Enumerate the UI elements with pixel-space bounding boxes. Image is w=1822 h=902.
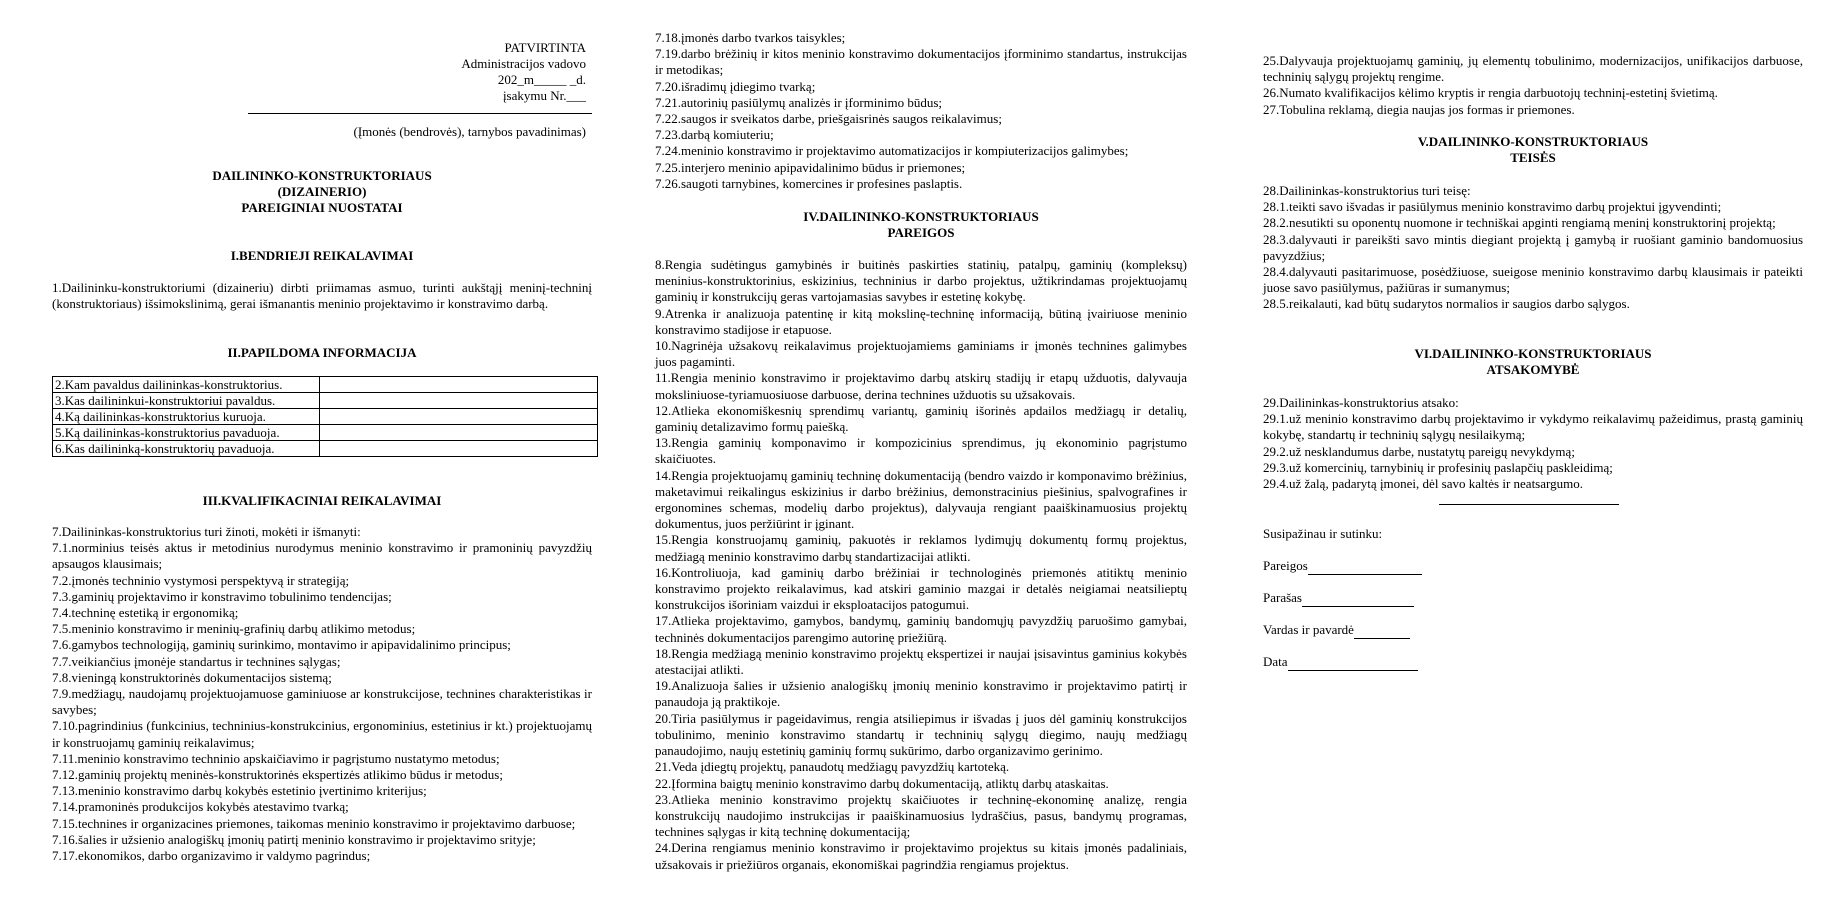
- list-item: 12.Atlieka ekonomiškesnių sprendimų variantų, gaminių išorinės apdailos medžiagų ir detalių, gaminių detalizavimo formų paiešką.: [655, 402, 1187, 435]
- section-5-title: [1263, 134, 1803, 166]
- list-item: 16.Kontroliuoja, kad gaminių darbo brėžiniai ir technologinės priemonės atitiktų meninio konstravimo projekto reikalavimus, kad atskiri gaminio mazgai ir detalės neigiamai neatsilieptų konstrukcijos išoriniam vaizdui ir eksploatacijos patogumui.: [655, 564, 1187, 613]
- list-item: 23.Atlieka meninio konstravimo projektų skaičiuotes ir techninę-ekonominę analizę, rengia konstrukcijų naudojimo instrukcijas ir paaiškinamuosius lydraščius, pasus, bandymų programas, technines sąlygas ir kitą techninę dokumentaciją;: [655, 791, 1187, 840]
- list-item: 7.6.gamybos technologiją, gaminių surinkimo, montavimo ir apipavidalinimo principus;: [52, 637, 511, 653]
- section-title-line: V.DAILININKO-KONSTRUKTORIAUS: [1417, 134, 1649, 149]
- date-blank: [1288, 654, 1418, 671]
- list-item: 7.3.gaminių projektavimo ir konstravimo tobulinimo tendencijas;: [52, 588, 392, 604]
- list-item: 7.5.meninio konstravimo ir meninių-grafinių darbų atlikimo metodus;: [52, 621, 416, 637]
- section-4-list: [655, 257, 1187, 873]
- table-row: [53, 393, 598, 409]
- list-item: 7.13.meninio konstravimo darbų kokybės estetinio įvertinimo kriterijus;: [52, 783, 427, 799]
- list-item: 28.5.reikalauti, kad būtų sudarytos normalios ir saugios darbo sąlygos.: [1263, 296, 1630, 312]
- list-item: 28.1.teikti savo išvadas ir pasiūlymus meninio konstravimo darbų projektui įgyvendinti;: [1263, 199, 1722, 215]
- list-item: 7.4.techninę estetiką ir ergonomiką;: [52, 605, 239, 621]
- list-item: 22.Įformina baigtų meninio konstravimo darbų dokumentaciją, atliktų darbų ataskaitas.: [655, 775, 1109, 791]
- section-title-line: ATSAKOMYBĖ: [1486, 362, 1580, 378]
- section-title-line: PAREIGOS: [887, 225, 955, 241]
- list-item: 7.19.darbo brėžinių ir kitos meninio konstravimo dokumentacijos įforminimo standartus, instrukcijas ir metodikas;: [655, 46, 1187, 78]
- approval-line: įsakymu Nr.___: [502, 88, 586, 103]
- org-name-label: (Įmonės (bendrovės), tarnybos pavadinimas): [353, 124, 586, 139]
- list-item: 7.24.meninio konstravimo ir projektavimo automatizacijos ir kompiuterizacijos galimybes;: [655, 143, 1129, 159]
- section-4-title: [655, 209, 1187, 241]
- table-cell-empty: [320, 425, 598, 441]
- table-cell: 6.Kas dailininką-konstruktorių pavaduoja.: [53, 441, 320, 457]
- list-item: 7.Dailininkas-konstruktorius turi žinoti, mokėti ir išmanyti:: [52, 524, 361, 539]
- table-cell: 5.Ką dailininkas-konstruktorius pavaduoja.: [53, 425, 320, 441]
- list-item: 28.Dailininkas-konstruktorius turi teisę:: [1263, 183, 1471, 198]
- title-line: (DIZAINERIO): [277, 184, 367, 200]
- list-item: 7.2.įmonės techninio vystymosi perspektyvą ir strategiją;: [52, 572, 350, 588]
- list-item: 28.2.nesutikti su oponentų nuomone ir techniškai apginti rengiamą meninį konstruktorinį projektą;: [1263, 215, 1776, 231]
- list-item: 28.3.dalyvauti ir pareikšti savo mintis diegiant projektą į gamybą ir ruošiant gaminio bandomuosius pavyzdžius;: [1263, 231, 1803, 263]
- list-item: 29.3.už komercinių, tarnybinių ir profesinių paslapčių paskleidimą;: [1263, 459, 1613, 475]
- table-row: [53, 377, 598, 393]
- section-6-title: [1263, 346, 1803, 378]
- list-item: 7.12.gaminių projektų meninės-konstruktorinės ekspertizės atlikimo būdus ir metodus;: [52, 767, 503, 783]
- list-item: 13.Rengia gaminių komponavimo ir kompozicinius sprendimus, jų ekonominio pagrįstumo skaičiuotes.: [655, 435, 1187, 467]
- list-item: 11.Rengia meninio konstravimo ir projektavimo darbų atskirų stadijų ir etapų užduotis, dalyvauja moksliniuose-tyriamuosiuose darbuose, derina technines užduotis su užsakovais.: [655, 370, 1187, 402]
- list-item: 7.10.pagrindinius (funkcinius, techninius-konstrukcinius, ergonominius, estetinius ir kt.) projektuojamų ir konstruojamų gaminių reikalavimus;: [52, 718, 592, 750]
- list-item: 29.1.už meninio konstravimo darbų projektavimo ir vykdymo reikalavimų pažeidimus, prastą gaminių kokybę, standartų ir techninių sąlygų nesilaikymą;: [1263, 411, 1803, 443]
- list-item: 7.18.įmonės darbo tvarkos taisykles;: [655, 30, 846, 45]
- org-name-line: [248, 113, 592, 114]
- section-1-text: 1.Dailininku-konstruktoriumi (dizaineriu) dirbti priimamas asmuo, turinti aukštąjį meninį-techninį (konstruktoriaus) išsimokslinimą, gerai išmanantis meninio projektavimo ir konstravimo darbą.: [52, 280, 592, 312]
- list-item: 17.Atlieka projektavimo, gamybos, bandymų, gaminių bandomųjų pavyzdžių paruošimo gamybai, techninės dokumentacijos parengimo autorinę priežiūrą.: [655, 613, 1187, 645]
- section-3-title: III.KVALIFIKACINIAI REIKALAVIMAI: [202, 493, 442, 508]
- list-item: 26.Numato kvalifikacijos kėlimo kryptis ir rengia darbuotojų techninį-estetinį švietimą.: [1263, 85, 1718, 101]
- list-item: 18.Rengia medžiagą meninio konstravimo projektų ekspertizei ir naujai įsisavintus gaminius kokybės atestacijai atlikti.: [655, 645, 1187, 678]
- list-item: 15.Rengia konstruojamų gaminių, pakuotės ir reklamos lydimųjų dokumentų formų projektus, medžiagą meninio konstravimo darbų standartizacijai atlikti.: [655, 532, 1187, 564]
- list-item: 7.25.interjero meninio apipavidalinimo būdus ir priemones;: [655, 159, 966, 175]
- list-item: 7.7.veikiančius įmonėje standartus ir technines sąlygas;: [52, 653, 341, 669]
- table-cell-empty: [320, 377, 598, 393]
- separator-line: [1439, 504, 1619, 505]
- section-title-line: VI.DAILININKO-KONSTRUKTORIAUS: [1414, 346, 1652, 361]
- list-item: 7.15.technines ir organizacines priemones, taikomas meninio konstravimo ir projektavimo darbuose;: [52, 815, 576, 831]
- list-item: 7.20.išradimų įdiegimo tvarką;: [655, 78, 816, 94]
- signature-label: Parašas: [1263, 590, 1302, 605]
- info-table-wrapper: [52, 376, 592, 457]
- table-cell: 3.Kas dailininkui-konstruktoriui pavaldus.: [53, 393, 320, 409]
- table-row: [53, 409, 598, 425]
- section-2-title: II.PAPILDOMA INFORMACIJA: [227, 345, 417, 360]
- list-item: 14.Rengia projektuojamų gaminių techninę dokumentaciją (bendro vaizdo ir komponavimo brėžinius, maketavimui reikalingus eskizinius ir darbo brėžinius, demonstracinius piešinius, spalvografines ir ergonomines schemas, modelių darbo projektus), dalyvauja rengiant paaiškinamuosius projektų dokumentus, juos peržiūrint ir įginant.: [655, 467, 1187, 532]
- table-row: [53, 441, 598, 457]
- column-3: [1263, 0, 1803, 902]
- list-item: 9.Atrenka ir analizuoja patentinę ir kitą mokslinę-techninę informaciją, būtiną įvairiuose meninio konstravimo stadijose ir etapuose.: [655, 305, 1187, 337]
- list-item: 7.9.medžiagų, naudojamų projektuojamuose gaminiuose ar konstrukcijose, technines charakteristikas ir savybes;: [52, 686, 592, 718]
- table-cell: 4.Ką dailininkas-konstruktorius kuruoja.: [53, 409, 320, 425]
- name-blank: [1354, 622, 1410, 639]
- agree-label: Susipažinau ir sutinku:: [1263, 526, 1383, 541]
- section-3-list: [52, 524, 592, 864]
- list-item: 29.Dailininkas-konstruktorius atsako:: [1263, 395, 1459, 410]
- section-3-continued-list: [655, 30, 1187, 192]
- title-line: PAREIGINIAI NUOSTATAI: [241, 200, 403, 216]
- list-item: 7.1.norminius teisės aktus ir metodinius nurodymus meninio konstravimo ir pramoninių pavyzdžių apsaugos klausimais;: [52, 540, 592, 572]
- list-item: 10.Nagrinėja užsakovų reikalavimus projektuojamiems gaminiams ir įmonės technines galimybes juos pagaminti.: [655, 338, 1187, 370]
- list-item: 19.Analizuoja šalies ir užsienio analogiškų įmonių meninio konstravimo ir projektavimo patirtį ir panaudoja ją praktikoje.: [655, 678, 1187, 710]
- info-table: [52, 376, 598, 457]
- document-title: [52, 168, 592, 217]
- table-cell: 2.Kam pavaldus dailininkas-konstruktorius.: [53, 377, 320, 393]
- position-label: Pareigos: [1263, 558, 1308, 573]
- list-item: 20.Tiria pasiūlymus ir pageidavimus, rengia atsiliepimus ir išvadas į juos dėl gaminių konstrukcijos tobulinimo, meninio konstravimo standartų ir techninių sąlygų diegimo, naujų medžiagų panaudojimo, naujų estetinių gaminių formų sukūrimo, darbo organizavimo gerinimo.: [655, 710, 1187, 759]
- list-item: 7.23.darbą komiuteriu;: [655, 127, 774, 143]
- list-item: 29.2.už nesklandumus darbe, nustatytų pareigų nevykdymą;: [1263, 443, 1575, 459]
- position-field[interactable]: [1263, 558, 1422, 575]
- signature-field[interactable]: [1263, 590, 1414, 607]
- table-cell-empty: [320, 393, 598, 409]
- list-item: 21.Veda įdiegtų projektų, panaudotų medžiagų pavyzdžių kartoteką.: [655, 759, 1010, 775]
- approval-block: [461, 40, 586, 104]
- name-label: Vardas ir pavardė: [1263, 622, 1354, 637]
- table-row: [53, 425, 598, 441]
- date-label: Data: [1263, 654, 1288, 669]
- section-4-continued-list: [1263, 53, 1803, 118]
- list-item: 7.21.autorinių pasiūlymų analizės ir įforminimo būdus;: [655, 94, 943, 110]
- list-item: 28.4.dalyvauti pasitarimuose, posėdžiuose, sueigose meninio konstravimo darbų klausimais ir pateikti juose savo pasiūlymus, pažiūras ir sumanymus;: [1263, 264, 1803, 296]
- list-item: 29.4.už žalą, padarytą įmonei, dėl savo kaltės ir neatsargumo.: [1263, 476, 1583, 492]
- list-item: 24.Derina rengiamus meninio konstravimo ir projektavimo projektus su kitais įmonės padaliniais, užsakovais ir priežiūros organais, ekonomiškai pagrindžia rengiamus projektus.: [655, 840, 1187, 872]
- section-1-title: I.BENDRIEJI REIKALAVIMAI: [230, 248, 414, 263]
- column-2: [655, 0, 1187, 902]
- approval-line: 202_m_____ _d.: [497, 72, 586, 87]
- title-line: DAILININKO-KONSTRUKTORIAUS: [212, 168, 432, 183]
- list-item: 27.Tobulina reklamą, diegia naujas jos formas ir priemones.: [1263, 101, 1575, 117]
- list-item: 7.16.šalies ir užsienio analogiškų įmonių patirtį meninio konstravimo ir projektavimo srityje;: [52, 831, 536, 847]
- signature-blank: [1302, 590, 1414, 607]
- list-item: 7.17.ekonomikos, darbo organizavimo ir valdymo pagrindus;: [52, 848, 371, 864]
- list-item: 25.Dalyvauja projektuojamų gaminių, jų elementų tobulinimo, modernizacijos, unifikacijos darbuose, techninių sąlygų projektų rengime.: [1263, 53, 1803, 85]
- list-item: 7.11.meninio konstravimo techninio apskaičiavimo ir pagrįstumo nustatymo metodus;: [52, 750, 500, 766]
- table-cell-empty: [320, 441, 598, 457]
- table-cell-empty: [320, 409, 598, 425]
- column-1: [52, 0, 592, 902]
- list-item: 7.14.pramoninės produkcijos kokybės atestavimo tvarką;: [52, 799, 349, 815]
- list-item: 7.8.vieningą konstruktorinės dokumentacijos sistemą;: [52, 669, 332, 685]
- approval-line: PATVIRTINTA: [504, 40, 586, 55]
- list-item: 7.26.saugoti tarnybines, komercines ir profesines paslaptis.: [655, 175, 963, 191]
- approval-line: Administracijos vadovo: [461, 56, 586, 71]
- section-6-list: [1263, 395, 1803, 492]
- list-item: 8.Rengia sudėtingus gamybinės ir buitinės paskirties statinių, patalpų, gaminių (kompleksų) meninius-konstruktorinius, eskizinius, techninius ir darbo projektus, užtikrindamas projektuojamų gaminių ir konstrukcijų geras vartojamasias savybes ir estetinę kokybę.: [655, 257, 1187, 305]
- name-field[interactable]: [1263, 622, 1410, 639]
- section-5-list: [1263, 183, 1803, 313]
- position-blank: [1308, 558, 1422, 575]
- section-title-line: TEISĖS: [1510, 150, 1556, 166]
- section-title-line: IV.DAILININKO-KONSTRUKTORIAUS: [803, 209, 1039, 224]
- date-field[interactable]: [1263, 654, 1418, 671]
- list-item: 7.22.saugos ir sveikatos darbe, priešgaisrinės saugos reikalavimus;: [655, 111, 1002, 127]
